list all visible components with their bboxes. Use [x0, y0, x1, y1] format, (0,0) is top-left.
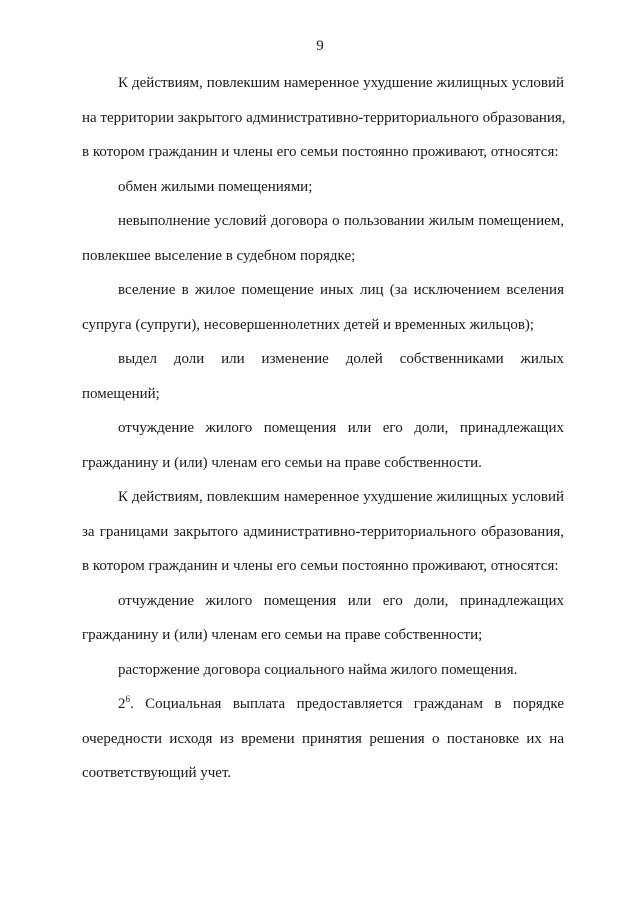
text-line: на территории закрытого административно-территориального образования, [82, 109, 566, 126]
text-line: обмен жилыми помещениями; [118, 178, 313, 195]
text-line: К действиям, повлекшим намеренное ухудшение жилищных условий [118, 489, 564, 505]
text-line: гражданину и (или) членам его семьи на праве собственности. [82, 454, 482, 471]
document-body [82, 66, 564, 791]
text-line: за границами закрытого административно-территориального образования, [82, 523, 564, 540]
text-line: невыполнение условий договора о пользовании жилым помещением, [118, 213, 564, 229]
text-line: К действиям, повлекшим намеренное ухудшение жилищных условий [118, 75, 564, 91]
clause-line [82, 687, 564, 722]
text-line: в котором гражданин и члены его семьи постоянно проживают, относятся: [82, 558, 559, 574]
text-line: супруга (супруги), несовершеннолетних детей и временных жильцов); [82, 316, 535, 333]
text-line: помещений; [82, 385, 160, 402]
text-line: гражданину и (или) членам его семьи на праве собственности; [82, 627, 483, 643]
text-line: расторжение договора социального найма жилого помещения. [118, 661, 518, 678]
clause-superscript: 6 [125, 694, 130, 704]
text-line: соответствующий учет. [82, 765, 232, 781]
text-line: отчуждение жилого помещения или его доли, принадлежащих [118, 420, 564, 436]
text-line: вселение в жилое помещение иных лиц (за исключением вселения [118, 282, 564, 298]
text-line: очередности исходя из времени принятия решения о постановке их на [82, 730, 564, 747]
text-line: выдел доли или изменение долей собственниками жилых [118, 351, 564, 367]
clause-text: . Социальная выплата предоставляется гражданам в порядке [130, 696, 564, 712]
page-number: 9 [316, 38, 324, 54]
text-line: повлекшее выселение в судебном порядке; [82, 247, 356, 264]
text-line: в котором гражданин и члены его семьи постоянно проживают, относятся: [82, 144, 559, 160]
clause-number: 2 [118, 696, 126, 712]
text-line: отчуждение жилого помещения или его доли, принадлежащих [118, 592, 564, 609]
